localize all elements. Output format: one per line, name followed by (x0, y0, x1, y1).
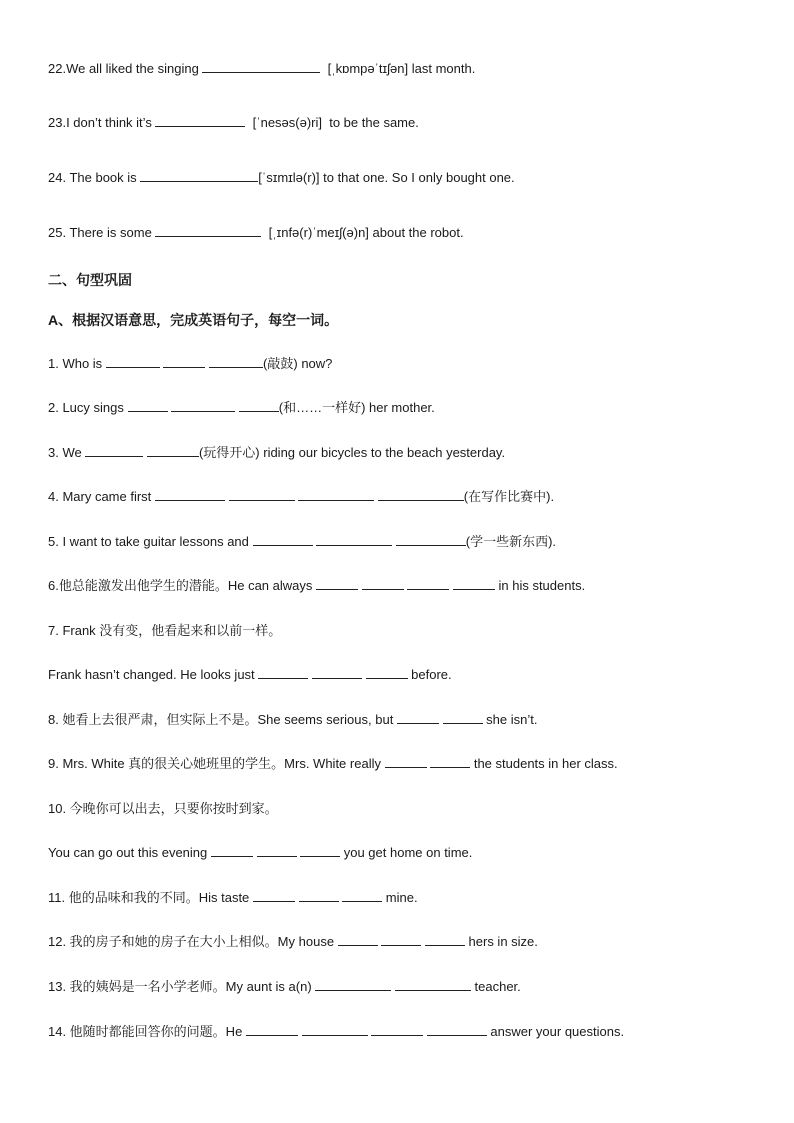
line-text: [ˌɪnfə(r)ˈmeɪʃ(ə)n] about the robot. (261, 225, 464, 240)
line-text: (敲鼓) now? (263, 356, 333, 371)
answer-blank[interactable] (171, 399, 235, 412)
question-24 (48, 169, 515, 187)
question-22 (48, 60, 475, 78)
line-text: mine. (382, 890, 418, 905)
line-text: [ˌkɒmpəˈtɪʃən] last month. (320, 61, 476, 76)
answer-blank[interactable] (397, 711, 439, 724)
line-text: 2. Lucy sings (48, 400, 128, 415)
answer-blank[interactable] (253, 533, 313, 546)
answer-blank[interactable] (147, 444, 199, 457)
line-text: 5. I want to take guitar lessons and (48, 534, 253, 549)
question-23 (48, 114, 419, 132)
sentence-8 (48, 711, 537, 729)
answer-blank[interactable] (163, 355, 205, 368)
answer-blank[interactable] (298, 488, 374, 501)
answer-blank[interactable] (239, 399, 279, 412)
sentence-11 (48, 889, 418, 907)
line-text: 23.I don’t think it’s (48, 115, 156, 130)
sentence-10-english (48, 844, 472, 862)
line-text: in his students. (494, 578, 586, 593)
answer-blank[interactable] (362, 577, 404, 590)
sentence-13 (48, 978, 521, 996)
line-text: A、根据汉语意思，完成英语句子，每空一词。 (48, 312, 339, 328)
line-text: (在写作比赛中). (463, 489, 555, 504)
answer-blank[interactable] (202, 60, 320, 73)
answer-blank[interactable] (300, 844, 340, 857)
line-text: Frank hasn’t changed. He looks just (48, 667, 259, 682)
sentence-7-english (48, 666, 452, 684)
answer-blank[interactable] (106, 355, 160, 368)
line-text: (玩得开心) riding our bicycles to the beach yesterday. (198, 445, 506, 460)
sentence-14 (48, 1023, 624, 1041)
subsection-heading (48, 311, 338, 329)
answer-blank[interactable] (378, 488, 464, 501)
sentence-10-chinese (48, 800, 278, 818)
answer-blank[interactable] (155, 224, 261, 237)
line-text: [ˈnesəs(ə)ri] to be the same. (245, 115, 419, 130)
sentence-1 (48, 355, 332, 373)
line-text: the students in her class. (470, 756, 618, 771)
line-text: 3. We (48, 445, 86, 460)
sentence-6 (48, 577, 585, 595)
answer-blank[interactable] (246, 1023, 298, 1036)
line-text: you get home on time. (340, 845, 473, 860)
answer-blank[interactable] (155, 114, 245, 127)
answer-blank[interactable] (371, 1023, 423, 1036)
sentence-5 (48, 533, 556, 551)
answer-blank[interactable] (425, 933, 465, 946)
answer-blank[interactable] (430, 755, 470, 768)
answer-blank[interactable] (211, 844, 253, 857)
answer-blank[interactable] (155, 488, 225, 501)
answer-blank[interactable] (316, 533, 392, 546)
sentence-12 (48, 933, 538, 951)
line-text: [ˈsɪmɪlə(r)] to that one. So I only bought one. (258, 170, 515, 185)
answer-blank[interactable] (396, 533, 466, 546)
answer-blank[interactable] (427, 1023, 487, 1036)
line-text: 10. 今晚你可以出去，只要你按时到家。 (48, 801, 278, 816)
answer-blank[interactable] (407, 577, 449, 590)
line-text: 24. The book is (48, 170, 141, 185)
answer-blank[interactable] (128, 399, 168, 412)
sentence-9 (48, 755, 618, 773)
line-text: teacher. (470, 979, 521, 994)
answer-blank[interactable] (229, 488, 295, 501)
answer-blank[interactable] (253, 889, 295, 902)
line-text: 14. 他随时都能回答你的问题。He (48, 1024, 246, 1039)
line-text: (学一些新东西). (465, 534, 557, 549)
answer-blank[interactable] (302, 1023, 368, 1036)
line-text: 13. 我的姨妈是一名小学老师。My aunt is a(n) (48, 979, 316, 994)
sentence-3 (48, 444, 505, 462)
line-text: 8. 她看上去很严肃，但实际上不是。She seems serious, but (48, 712, 397, 727)
line-text: 9. Mrs. White 真的很关心她班里的学生。Mrs. White really (48, 756, 385, 771)
line-text: 11. 他的品味和我的不同。His taste (48, 890, 253, 905)
answer-blank[interactable] (312, 666, 362, 679)
line-text: You can go out this evening (48, 845, 211, 860)
answer-blank[interactable] (315, 978, 391, 991)
line-text: (和……一样好) her mother. (278, 400, 435, 415)
answer-blank[interactable] (257, 844, 297, 857)
sentence-7-chinese (48, 622, 281, 640)
line-text: 二、句型巩固 (48, 272, 132, 288)
answer-blank[interactable] (395, 978, 471, 991)
answer-blank[interactable] (209, 355, 263, 368)
answer-blank[interactable] (299, 889, 339, 902)
answer-blank[interactable] (85, 444, 143, 457)
sentence-4 (48, 488, 554, 506)
line-text: 6.他总能激发出他学生的潜能。He can always (48, 578, 316, 593)
answer-blank[interactable] (140, 169, 258, 182)
answer-blank[interactable] (381, 933, 421, 946)
answer-blank[interactable] (385, 755, 427, 768)
line-text: 25. There is some (48, 225, 156, 240)
answer-blank[interactable] (453, 577, 495, 590)
answer-blank[interactable] (258, 666, 308, 679)
line-text: she isn’t. (482, 712, 538, 727)
section-heading (48, 271, 132, 289)
line-text: hers in size. (464, 934, 538, 949)
sentence-2 (48, 399, 435, 417)
line-text: 7. Frank 没有变，他看起来和以前一样。 (48, 623, 282, 638)
line-text: 1. Who is (48, 356, 106, 371)
answer-blank[interactable] (316, 577, 358, 590)
answer-blank[interactable] (338, 933, 378, 946)
answer-blank[interactable] (366, 666, 408, 679)
line-text: answer your questions. (486, 1024, 625, 1039)
line-text: 12. 我的房子和她的房子在大小上相似。My house (48, 934, 338, 949)
answer-blank[interactable] (342, 889, 382, 902)
line-text: 4. Mary came first (48, 489, 155, 504)
line-text: 22.We all liked the singing (48, 61, 203, 76)
question-25 (48, 224, 464, 242)
answer-blank[interactable] (443, 711, 483, 724)
line-text: before. (407, 667, 452, 682)
